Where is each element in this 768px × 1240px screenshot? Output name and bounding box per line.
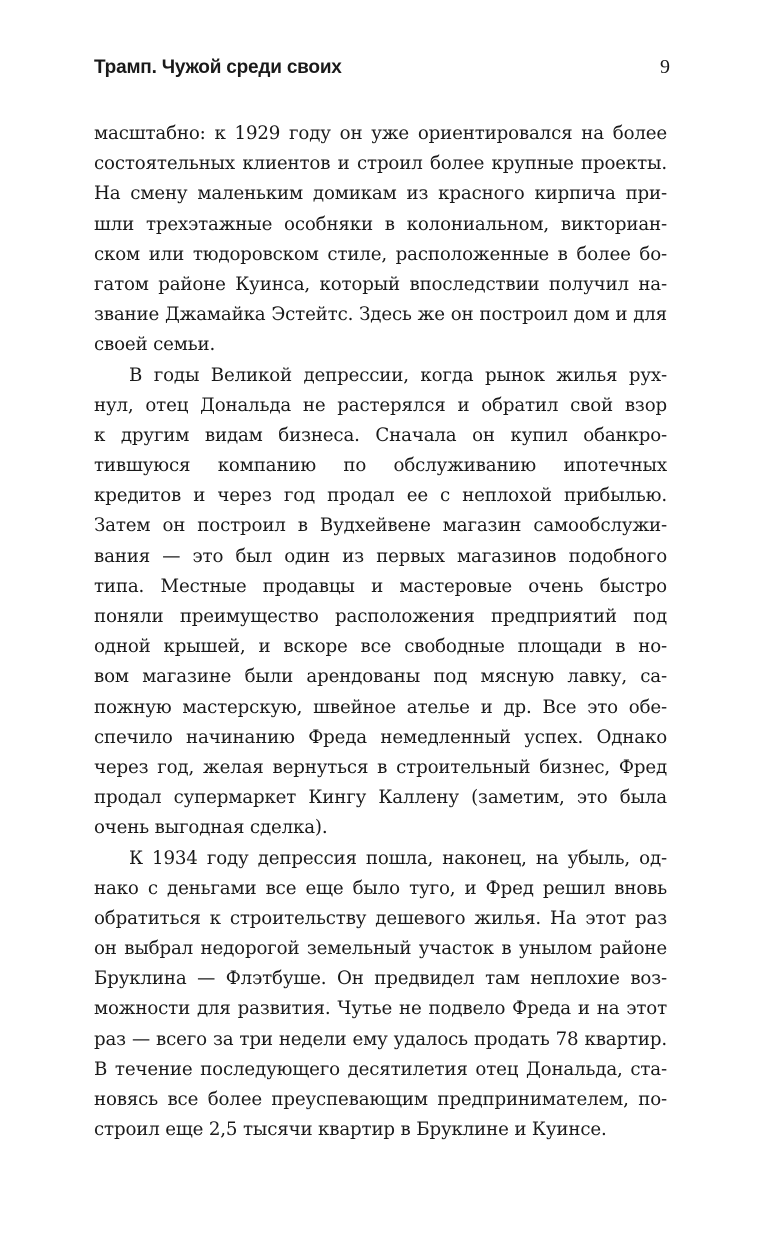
text-line: раз — всего за три недели ему удалось продать 78 квартир.	[94, 1028, 667, 1050]
text-line: можности для развития. Чутье не подвело Фреда и на этот	[94, 998, 667, 1020]
text-line: На смену маленьким домикам из красного кирпича при-	[94, 183, 667, 205]
text-line: звание Джамайка Эстейтс. Здесь же он построил дом и для	[94, 304, 667, 326]
text-line: очень выгодная сделка).	[94, 817, 328, 839]
text-line: к другим видам бизнеса. Сначала он купил обанкро-	[94, 424, 667, 446]
text-line: В годы Великой депрессии, когда рынок жилья рух-	[129, 364, 667, 386]
text-line: типа. Местные продавцы и мастеровые очень быстро	[94, 575, 667, 597]
text-line: шли трехэтажные особняки в колониальном, викториан-	[94, 213, 667, 235]
text-line: В течение последующего десятилетия отец Дональда, ста-	[94, 1058, 667, 1080]
text-line: обратиться к строительству дешевого жилья. На этот раз	[94, 907, 667, 929]
text-line: тившуюся компанию по обслуживанию ипотечных	[94, 455, 667, 477]
text-line: через год, желая вернуться в строительный бизнес, Фред	[94, 756, 667, 778]
text-line: пожную мастерскую, швейное ателье и др. Все это обе-	[94, 696, 667, 718]
text-line: строил еще 2,5 тысячи квартир в Бруклине и Куинсе.	[94, 1119, 607, 1141]
text-line: спечило начинанию Фреда немедленный успех. Однако	[94, 726, 667, 748]
text-line: своей семьи.	[94, 334, 216, 356]
running-title: Трамп. Чужой среди своих	[94, 57, 342, 78]
text-line: масштабно: к 1929 году он уже ориентировался на более	[94, 123, 667, 144]
running-header	[94, 56, 670, 88]
text-line: продал супермаркет Кингу Каллену (заметим, это была	[94, 787, 667, 809]
text-line: вания — это был один из первых магазинов подобного	[94, 545, 667, 567]
text-line: поняли преимущество расположения предприятий под	[94, 606, 667, 627]
text-line: нако с деньгами все еще было туго, и Фред решил вновь	[94, 877, 667, 899]
text-line: новясь все более преуспевающим предпринимателем, по-	[94, 1089, 667, 1110]
text-line: Бруклина — Флэтбуше. Он предвидел там неплохие воз-	[94, 968, 667, 990]
body-text	[94, 119, 667, 1145]
text-line: одной крышей, и вскоре все свободные площади в но-	[94, 636, 667, 658]
page-number: 9	[660, 56, 670, 78]
text-line: ском или тюдоровском стиле, расположенные в более бо-	[94, 243, 667, 265]
text-line: кредитов и через год продал ее с неплохой прибылью.	[94, 485, 667, 507]
text-line: нул, отец Дональда не растерялся и обратил свой взор	[94, 394, 667, 416]
text-line: вом магазине были арендованы под мясную лавку, са-	[94, 666, 667, 688]
text-line: он выбрал недорогой земельный участок в унылом районе	[94, 938, 667, 960]
text-line: Затем он построил в Вудхейвене магазин самообслужи-	[94, 515, 667, 537]
text-line: К 1934 году депрессия пошла, наконец, на убыль, од-	[129, 847, 667, 869]
text-line: гатом районе Куинса, который впоследствии получил на-	[94, 273, 667, 295]
text-line: состоятельных клиентов и строил более крупные проекты.	[94, 153, 667, 175]
